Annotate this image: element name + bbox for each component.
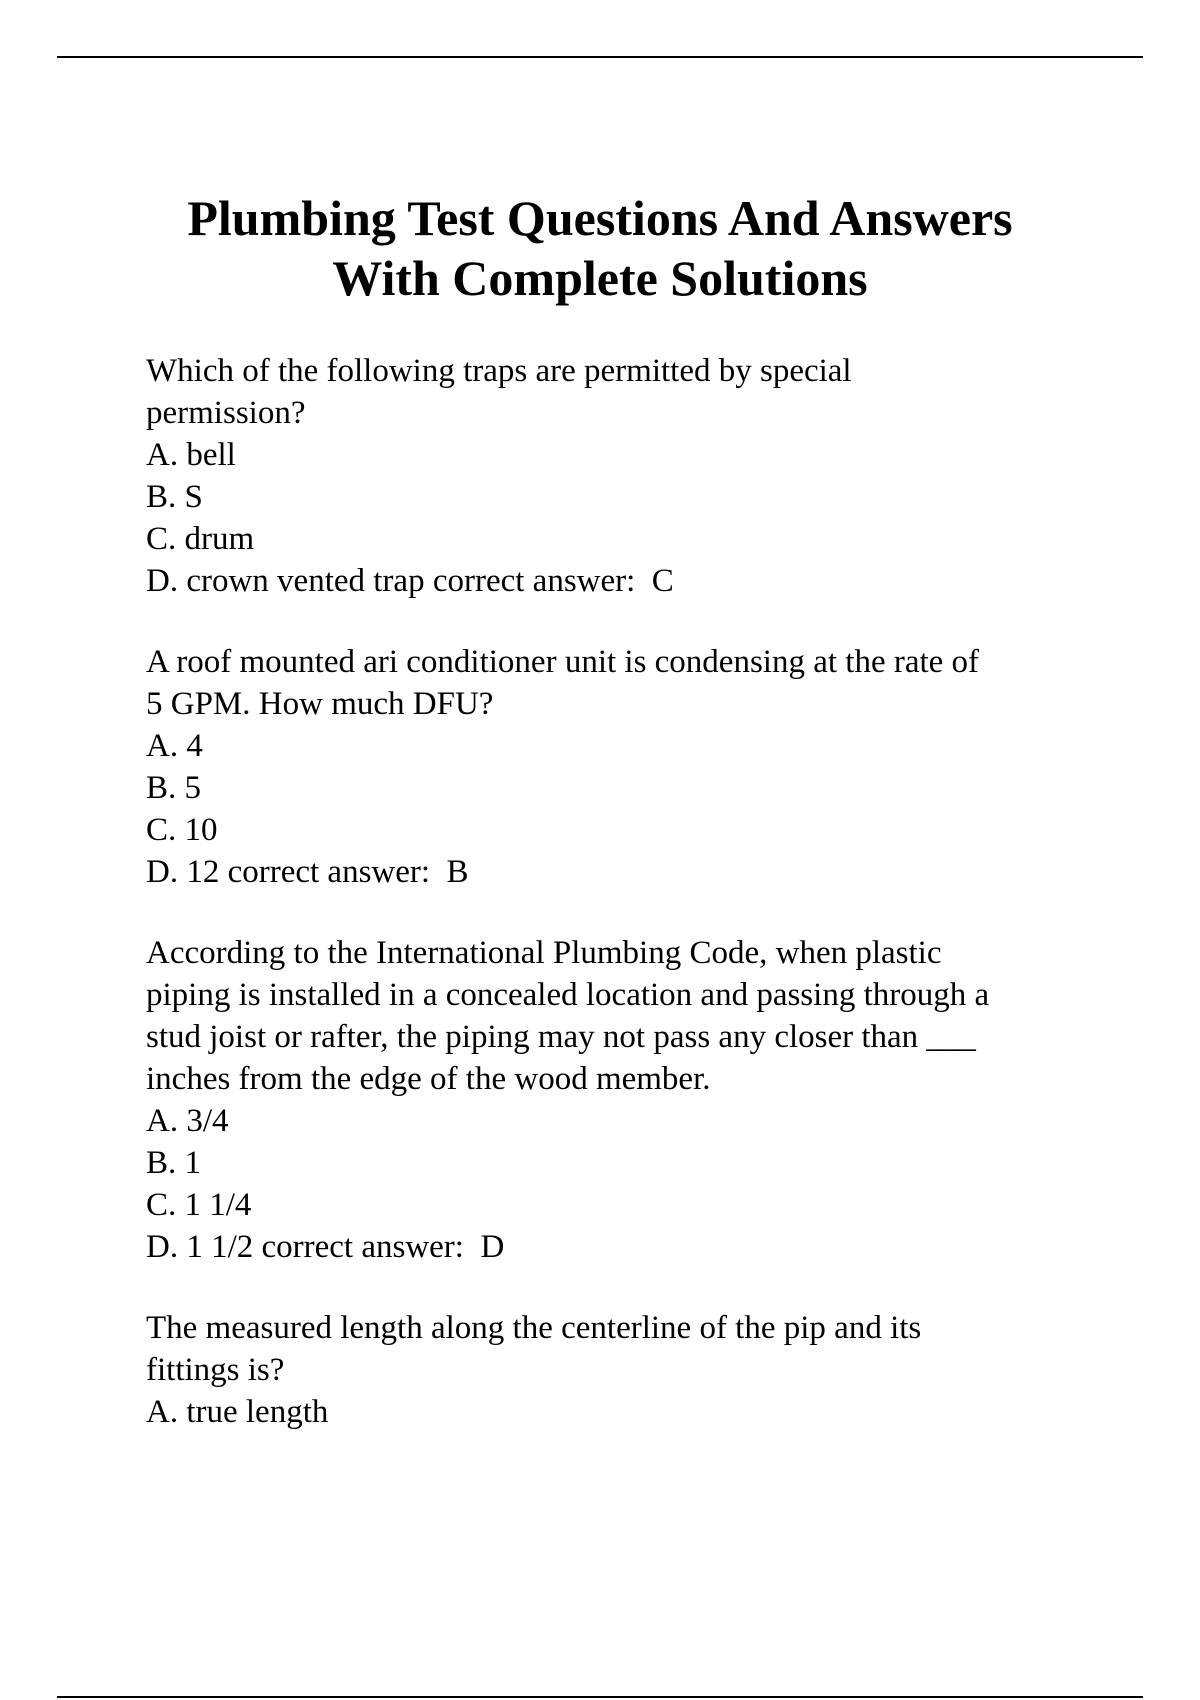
answer-option-with-answer bbox=[146, 851, 1106, 893]
answer-option: C. 10 bbox=[146, 812, 218, 848]
question-text: inches from the edge of the wood member. bbox=[146, 1061, 711, 1097]
answer-option-with-answer bbox=[146, 560, 1106, 602]
question-text: 5 GPM. How much DFU? bbox=[146, 686, 494, 722]
document-title bbox=[100, 188, 1100, 308]
question-text: fittings is? bbox=[146, 1352, 285, 1388]
answer-option: A. bell bbox=[146, 437, 236, 473]
answer-option: C. 1 1/4 bbox=[146, 1187, 252, 1223]
answer-option-with-answer bbox=[146, 1226, 1106, 1268]
question-text: According to the International Plumbing Code, when plastic bbox=[146, 935, 942, 971]
question-text: permission? bbox=[146, 395, 306, 431]
question-block bbox=[146, 1307, 1106, 1433]
question-block bbox=[146, 350, 1106, 602]
question-list bbox=[146, 350, 1106, 1472]
answer-option: D. 12 bbox=[146, 854, 220, 890]
question-block bbox=[146, 641, 1106, 893]
title-line: Plumbing Test Questions And Answers bbox=[187, 190, 1013, 246]
top-rule bbox=[57, 56, 1143, 58]
answer-option: D. 1 1/2 bbox=[146, 1229, 254, 1265]
question-text: piping is installed in a concealed location and passing through a bbox=[146, 977, 990, 1013]
answer-option: D. crown vented trap bbox=[146, 563, 425, 599]
correct-answer: correct answer: C bbox=[424, 563, 674, 599]
question-text: Which of the following traps are permitted by special bbox=[146, 353, 852, 389]
correct-answer: correct answer: D bbox=[253, 1229, 505, 1265]
answer-option: A. true length bbox=[146, 1394, 329, 1430]
answer-option: C. drum bbox=[146, 521, 255, 557]
answer-option: B. 1 bbox=[146, 1145, 202, 1181]
question-text: A roof mounted ari conditioner unit is condensing at the rate of bbox=[146, 644, 980, 680]
answer-option: A. 4 bbox=[146, 728, 203, 764]
question-text: stud joist or rafter, the piping may not pass any closer than ___ bbox=[146, 1019, 976, 1055]
correct-answer: correct answer: B bbox=[219, 854, 469, 890]
answer-option: B. 5 bbox=[146, 770, 202, 806]
answer-option: B. S bbox=[146, 479, 203, 515]
title-line: With Complete Solutions bbox=[332, 250, 868, 306]
bottom-rule bbox=[57, 1696, 1143, 1698]
answer-option: A. 3/4 bbox=[146, 1103, 229, 1139]
question-block bbox=[146, 932, 1106, 1268]
question-text: The measured length along the centerline of the pip and its bbox=[146, 1310, 922, 1346]
